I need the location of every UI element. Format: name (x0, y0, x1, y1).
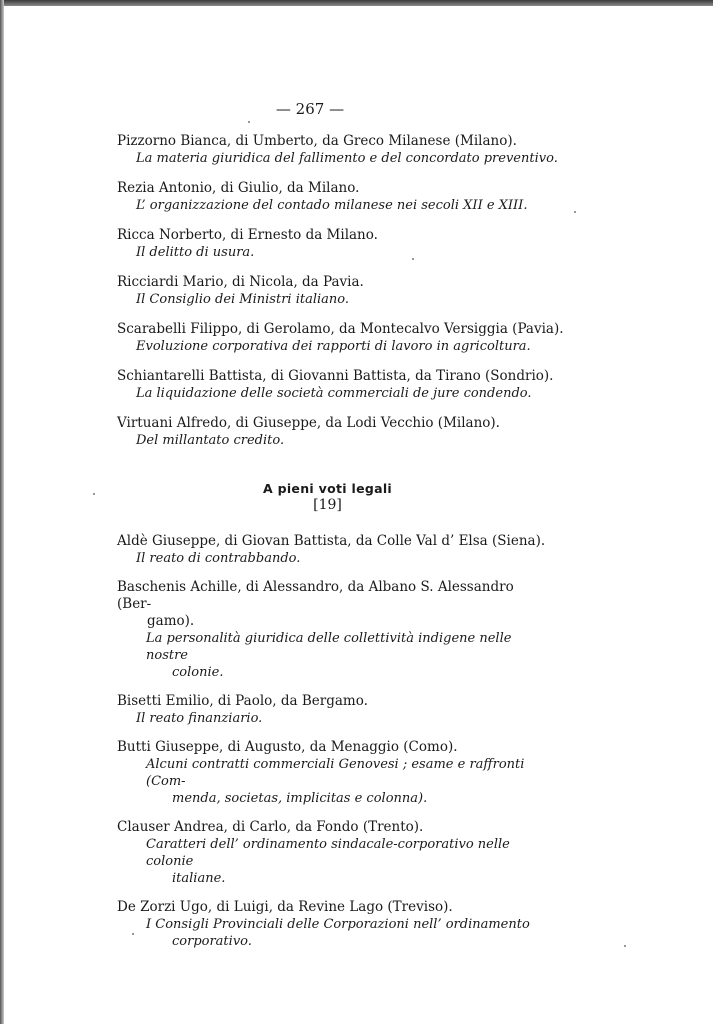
graduate-name: Virtuani Alfredo, di Giuseppe, da Lodi Vecchio (Milano). (117, 415, 500, 431)
thesis-title: La liquidazione delle società commerciali de jure condendo. (136, 386, 532, 401)
thesis-title-line: Alcuni contratti commerciali Genovesi ; esame e raffronti (Com- (146, 757, 525, 789)
graduate-name: Butti Giuseppe, di Augusto, da Menaggio (Como). (117, 739, 458, 755)
list-item (117, 579, 542, 681)
thesis-title: Il reato di contrabbando. (136, 551, 301, 566)
thesis-title (117, 630, 542, 681)
graduate-name: Scarabelli Filippo, di Gerolamo, da Montecalvo Versiggia (Pavia). (117, 321, 564, 337)
list-item (117, 368, 554, 402)
scan-speck (574, 211, 576, 213)
scan-speck (248, 121, 250, 123)
thesis-title-line: menda, societas, implicitas e colonna). (172, 791, 428, 806)
thesis-title-line: Caratteri dell’ ordinamento sindacale-corporativo nelle colonie (146, 837, 510, 869)
graduate-name: Rezia Antonio, di Giulio, da Milano. (117, 180, 360, 196)
list-item (117, 739, 542, 807)
graduate-name: Bisetti Emilio, di Paolo, da Bergamo. (117, 693, 368, 709)
graduate-name: Ricca Norberto, di Ernesto da Milano. (117, 227, 378, 243)
thesis-title-line: corporativo. (172, 934, 252, 949)
scan-top-edge (0, 0, 713, 6)
scan-speck (132, 933, 134, 935)
list-item (117, 274, 542, 308)
thesis-title-line: La personalità giuridica delle collettività indigene nelle nostre (146, 631, 512, 663)
page-number: — 267 — (275, 100, 345, 118)
scan-speck (624, 945, 626, 947)
list-item (117, 180, 542, 214)
graduate-name: Ricciardi Mario, di Nicola, da Pavia. (117, 274, 364, 290)
list-item (117, 899, 542, 950)
thesis-title: Del millantato credito. (136, 433, 285, 448)
list-item (117, 133, 558, 167)
thesis-title: Il delitto di usura. (136, 245, 255, 260)
thesis-title (117, 916, 542, 950)
graduate-name: Aldè Giuseppe, di Giovan Battista, da Colle Val d’ Elsa (Siena). (117, 533, 546, 549)
scan-speck (93, 493, 95, 495)
graduate-name-line: Baschenis Achille, di Alessandro, da Albano S. Alessandro (Ber- (117, 579, 514, 612)
thesis-title-line: italiane. (172, 871, 226, 886)
thesis-title (117, 836, 542, 887)
list-item (117, 819, 542, 887)
list-item (117, 227, 542, 261)
thesis-title: Evoluzione corporativa dei rapporti di lavoro in agricoltura. (136, 339, 531, 354)
graduate-name-line: gamo). (147, 613, 195, 629)
thesis-title: Il Consiglio dei Ministri italiano. (136, 292, 350, 307)
graduate-name: Clauser Andrea, di Carlo, da Fondo (Trento). (117, 819, 424, 835)
graduate-list-top (117, 133, 564, 462)
list-item (117, 693, 542, 727)
list-item (117, 321, 564, 355)
graduate-list-section (117, 533, 546, 962)
section-title: A pieni voti legali (262, 481, 393, 496)
scan-speck (412, 258, 414, 260)
graduate-name: Schiantarelli Battista, di Giovanni Battista, da Tirano (Sondrio). (117, 368, 554, 384)
thesis-title-line: colonie. (172, 665, 224, 680)
list-item (117, 533, 546, 567)
thesis-title-line: I Consigli Provinciali delle Corporazioni nell’ ordinamento (146, 917, 530, 932)
list-item (117, 415, 542, 449)
thesis-title (117, 756, 542, 807)
graduate-name: Pizzorno Bianca, di Umberto, da Greco Milanese (Milano). (117, 133, 517, 149)
section-count: [19] (313, 497, 342, 513)
thesis-title: La materia giuridica del fallimento e del concordato preventivo. (136, 151, 558, 166)
thesis-title: Il reato finanziario. (136, 711, 263, 726)
thesis-title: L’ organizzazione del contado milanese nei secoli XII e XIII. (136, 198, 528, 213)
graduate-name: De Zorzi Ugo, di Luigi, da Revine Lago (Treviso). (117, 899, 453, 915)
graduate-name (117, 579, 542, 630)
